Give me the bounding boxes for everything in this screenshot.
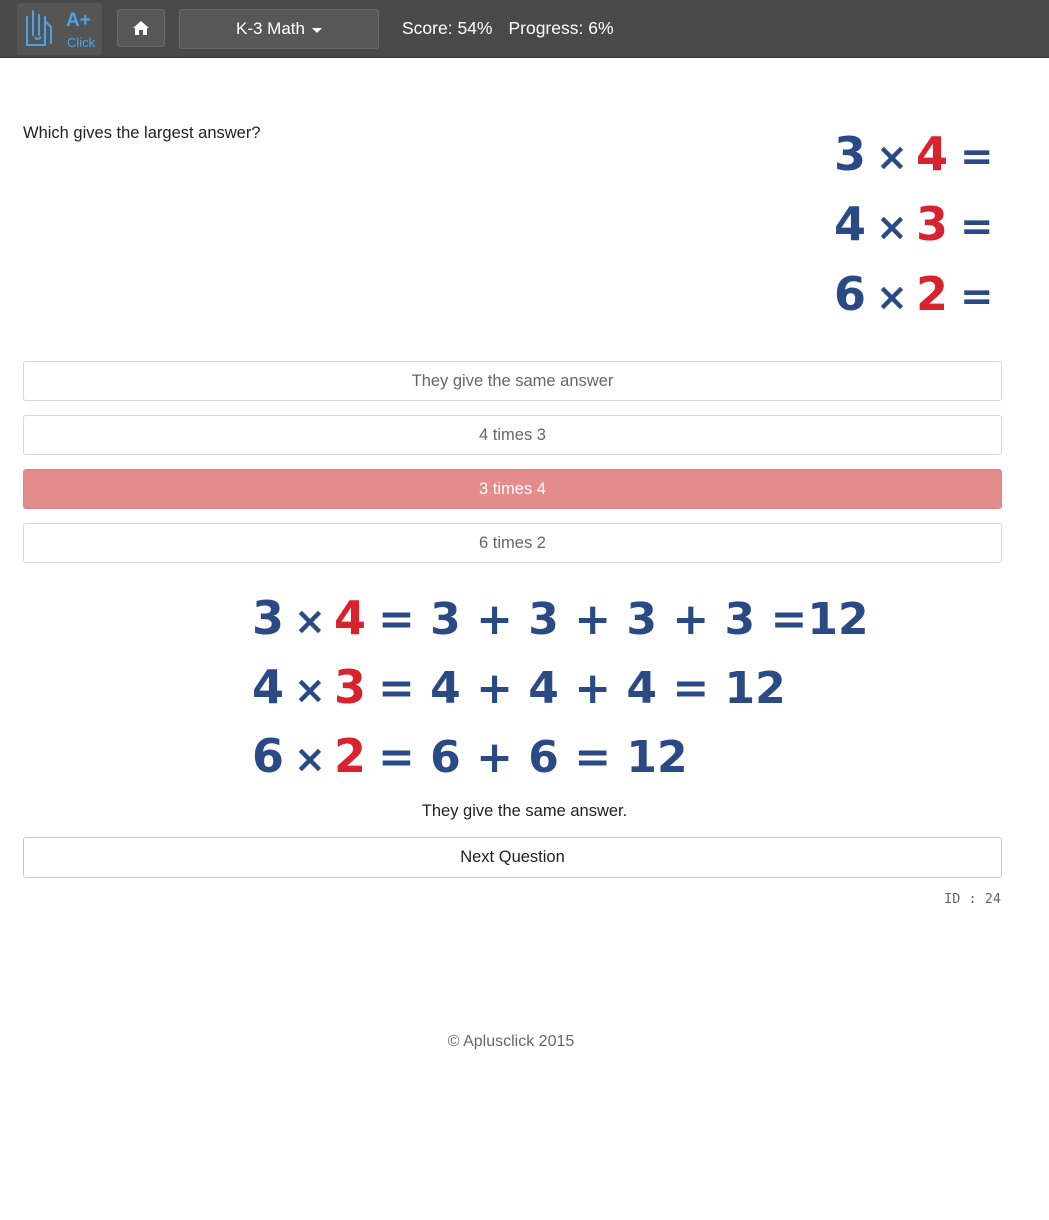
- home-button[interactable]: [117, 9, 165, 47]
- top-navbar: [0, 0, 1049, 58]
- explanation-operand-highlight: 3: [334, 660, 367, 714]
- question-id: ID : 24: [944, 891, 1001, 907]
- explanation-expansion: = 6 + 6 = 12: [378, 732, 688, 783]
- logo-subtext: Click: [67, 35, 96, 50]
- times-sign: ×: [294, 668, 326, 712]
- explanation-operand-highlight: 2: [334, 729, 367, 783]
- explanation-operand: 6: [252, 729, 285, 783]
- equation-operand: 4: [834, 197, 867, 251]
- caret-down-icon: [312, 28, 322, 33]
- explanation-expansion: = 4 + 4 + 4 = 12: [378, 663, 786, 714]
- option-6-times-2[interactable]: 6 times 2: [23, 523, 1002, 563]
- equals-sign: =: [960, 274, 994, 320]
- home-icon: [132, 20, 150, 36]
- equation-operand-highlight: 2: [916, 267, 949, 321]
- answer-explanation: They give the same answer.: [421, 802, 628, 820]
- question-equations-image: [828, 122, 998, 332]
- progress-text: Progress: 6%: [508, 18, 614, 38]
- option-same-answer[interactable]: They give the same answer: [23, 361, 1002, 401]
- aplusclick-logo[interactable]: [17, 3, 102, 55]
- explanation-expansion: = 3 + 3 + 3 + 3 =12: [378, 594, 869, 645]
- equation-operand-highlight: 4: [916, 127, 949, 181]
- equation-operand: 3: [834, 127, 867, 181]
- explanation-equations-image: [248, 588, 869, 798]
- explanation-operand-highlight: 4: [334, 591, 367, 645]
- logo-text: A+: [66, 10, 91, 31]
- hand-pointer-icon: [21, 7, 63, 51]
- times-sign: ×: [294, 599, 326, 643]
- subject-label: K-3 Math: [236, 19, 305, 38]
- footer-copyright: © Aplusclick 2015: [447, 1033, 575, 1050]
- equation-operand-highlight: 3: [916, 197, 949, 251]
- equation-operand: 6: [834, 267, 867, 321]
- question-prompt: Which gives the largest answer?: [23, 124, 261, 142]
- next-question-button[interactable]: Next Question: [23, 837, 1002, 878]
- subject-dropdown[interactable]: [179, 9, 379, 49]
- explanation-operand: 3: [252, 591, 285, 645]
- times-sign: ×: [876, 135, 908, 179]
- times-sign: ×: [294, 737, 326, 781]
- times-sign: ×: [876, 275, 908, 319]
- times-sign: ×: [876, 205, 908, 249]
- option-3-times-4-selected-wrong[interactable]: 3 times 4: [23, 469, 1002, 509]
- score-progress: [402, 18, 630, 39]
- option-4-times-3[interactable]: 4 times 3: [23, 415, 1002, 455]
- equals-sign: =: [960, 204, 994, 250]
- equals-sign: =: [960, 134, 994, 180]
- score-text: Score: 54%: [402, 18, 493, 38]
- explanation-operand: 4: [252, 660, 285, 714]
